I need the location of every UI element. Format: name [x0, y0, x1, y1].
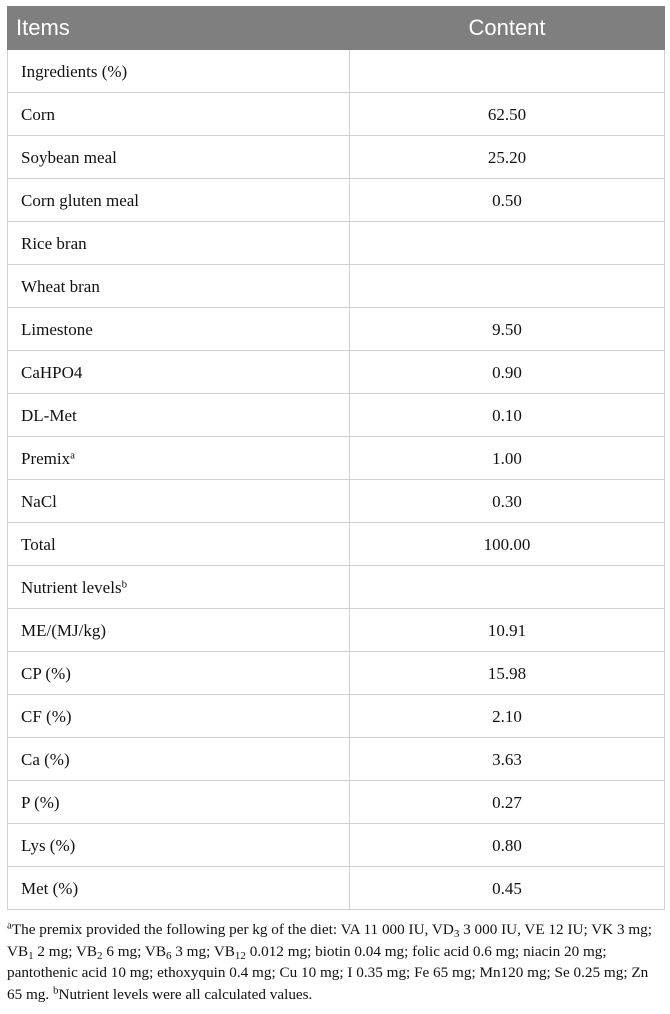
row-item-label: ME/(MJ/kg)	[21, 620, 106, 640]
row-value-cell: 0.30	[350, 480, 665, 523]
header-content: Content	[350, 7, 665, 50]
table-row	[8, 523, 665, 566]
row-item-label: Ingredients (%)	[21, 61, 128, 81]
row-item-cell	[8, 824, 350, 867]
table-row	[8, 351, 665, 394]
table-row	[8, 222, 665, 265]
table-row	[8, 50, 665, 93]
footnote-text: 0.012 mg; biotin 0.04 mg; folic acid 0.6 mg; niacin 20 mg; pantothenic acid 10 mg; ethoxyquin 0.4 mg; Cu 10 mg; I 0.35 mg; Fe 65 mg; Mn120 mg; Se 0.25 mg; Zn 65 mg.	[7, 942, 653, 1003]
row-value-cell: 0.10	[350, 394, 665, 437]
row-item-label: Corn	[21, 104, 55, 124]
row-item-cell	[8, 394, 350, 437]
footnote-text: Nutrient levels were all calculated values.	[58, 985, 313, 1003]
row-item-cell	[8, 781, 350, 824]
row-item-label: Corn gluten meal	[21, 190, 140, 210]
row-value-cell	[350, 222, 665, 265]
footnote-sup: b	[53, 984, 59, 996]
row-item-label: Premix	[21, 448, 71, 468]
table-row	[8, 437, 665, 480]
row-item-cell	[8, 652, 350, 695]
table-row	[8, 566, 665, 609]
table-row	[8, 652, 665, 695]
row-item-label: Rice bran	[21, 233, 87, 253]
row-item-label: Ca (%)	[21, 749, 70, 769]
footnote-text: 6 mg; VB	[102, 942, 166, 960]
row-item-cell	[8, 695, 350, 738]
row-item-label: Wheat bran	[21, 276, 100, 296]
footnote-text: The premix provided the following per kg of the diet: VA 11 000 IU, VD	[11, 921, 454, 938]
diet-composition-table	[7, 6, 665, 910]
footnote-text: 3 mg; VB	[171, 942, 235, 960]
table-row	[8, 738, 665, 781]
table-footnote	[7, 919, 665, 1005]
row-item-label: CaHPO4	[21, 362, 83, 382]
footnote-sup: a	[7, 919, 12, 932]
row-item-cell	[8, 738, 350, 781]
row-value-cell: 9.50	[350, 308, 665, 351]
table-row	[8, 394, 665, 437]
table-row	[8, 609, 665, 652]
footnote-text: 2 mg; VB	[33, 942, 98, 960]
footnote-marker: b	[121, 578, 128, 590]
table-row	[8, 480, 665, 523]
row-value-cell	[350, 265, 665, 308]
row-item-cell	[8, 523, 350, 566]
row-item-cell	[8, 222, 350, 265]
table-header-row	[8, 7, 665, 50]
row-item-label: DL-Met	[21, 405, 77, 425]
row-value-cell: 0.50	[350, 179, 665, 222]
row-item-label: NaCl	[21, 491, 57, 511]
footnote-sub: 6	[165, 949, 172, 962]
row-item-label: Soybean meal	[21, 147, 117, 167]
row-item-cell	[8, 179, 350, 222]
row-item-cell	[8, 609, 350, 652]
table-row	[8, 265, 665, 308]
row-item-label: Total	[21, 534, 56, 554]
table-row	[8, 179, 665, 222]
row-value-cell: 100.00	[350, 523, 665, 566]
row-value-cell	[350, 50, 665, 93]
table-row	[8, 824, 665, 867]
row-value-cell: 62.50	[350, 93, 665, 136]
table-row	[8, 93, 665, 136]
row-value-cell	[350, 566, 665, 609]
footnote-sub: 3	[453, 927, 460, 940]
row-value-cell: 25.20	[350, 136, 665, 179]
row-value-cell: 0.45	[350, 867, 665, 910]
footnote-marker: a	[70, 449, 75, 461]
diet-composition-table-container	[7, 6, 664, 910]
row-item-cell	[8, 480, 350, 523]
table-body	[8, 50, 665, 910]
row-item-cell	[8, 867, 350, 910]
row-item-cell	[8, 265, 350, 308]
row-item-label: CF (%)	[21, 706, 72, 726]
row-item-label: Limestone	[21, 319, 93, 339]
table-row	[8, 867, 665, 910]
row-value-cell: 15.98	[350, 652, 665, 695]
row-item-cell	[8, 136, 350, 179]
row-value-cell: 0.90	[350, 351, 665, 394]
row-value-cell: 3.63	[350, 738, 665, 781]
row-item-label: Lys (%)	[21, 835, 76, 855]
table-row	[8, 136, 665, 179]
row-item-cell	[8, 437, 350, 480]
row-value-cell: 10.91	[350, 609, 665, 652]
row-item-cell	[8, 50, 350, 93]
table-row	[8, 781, 665, 824]
row-item-label: Nutrient levels	[21, 577, 122, 597]
footnote-sub: 12	[234, 949, 246, 962]
row-item-label: P (%)	[21, 792, 60, 812]
row-item-cell	[8, 308, 350, 351]
row-item-label: CP (%)	[21, 663, 71, 683]
table-row	[8, 308, 665, 351]
row-item-cell	[8, 351, 350, 394]
table-row	[8, 695, 665, 738]
row-item-label: Met (%)	[21, 878, 79, 898]
row-item-cell	[8, 93, 350, 136]
footnote-sub: 1	[28, 949, 34, 962]
row-value-cell: 2.10	[350, 695, 665, 738]
footnote-text: 3 000 IU, VE 12 IU; VK 3 mg; VB	[7, 921, 656, 960]
row-value-cell: 1.00	[350, 437, 665, 480]
row-value-cell: 0.80	[350, 824, 665, 867]
row-value-cell: 0.27	[350, 781, 665, 824]
header-items: Items	[8, 7, 350, 50]
row-item-cell	[8, 566, 350, 609]
footnote-sub: 2	[97, 949, 103, 962]
